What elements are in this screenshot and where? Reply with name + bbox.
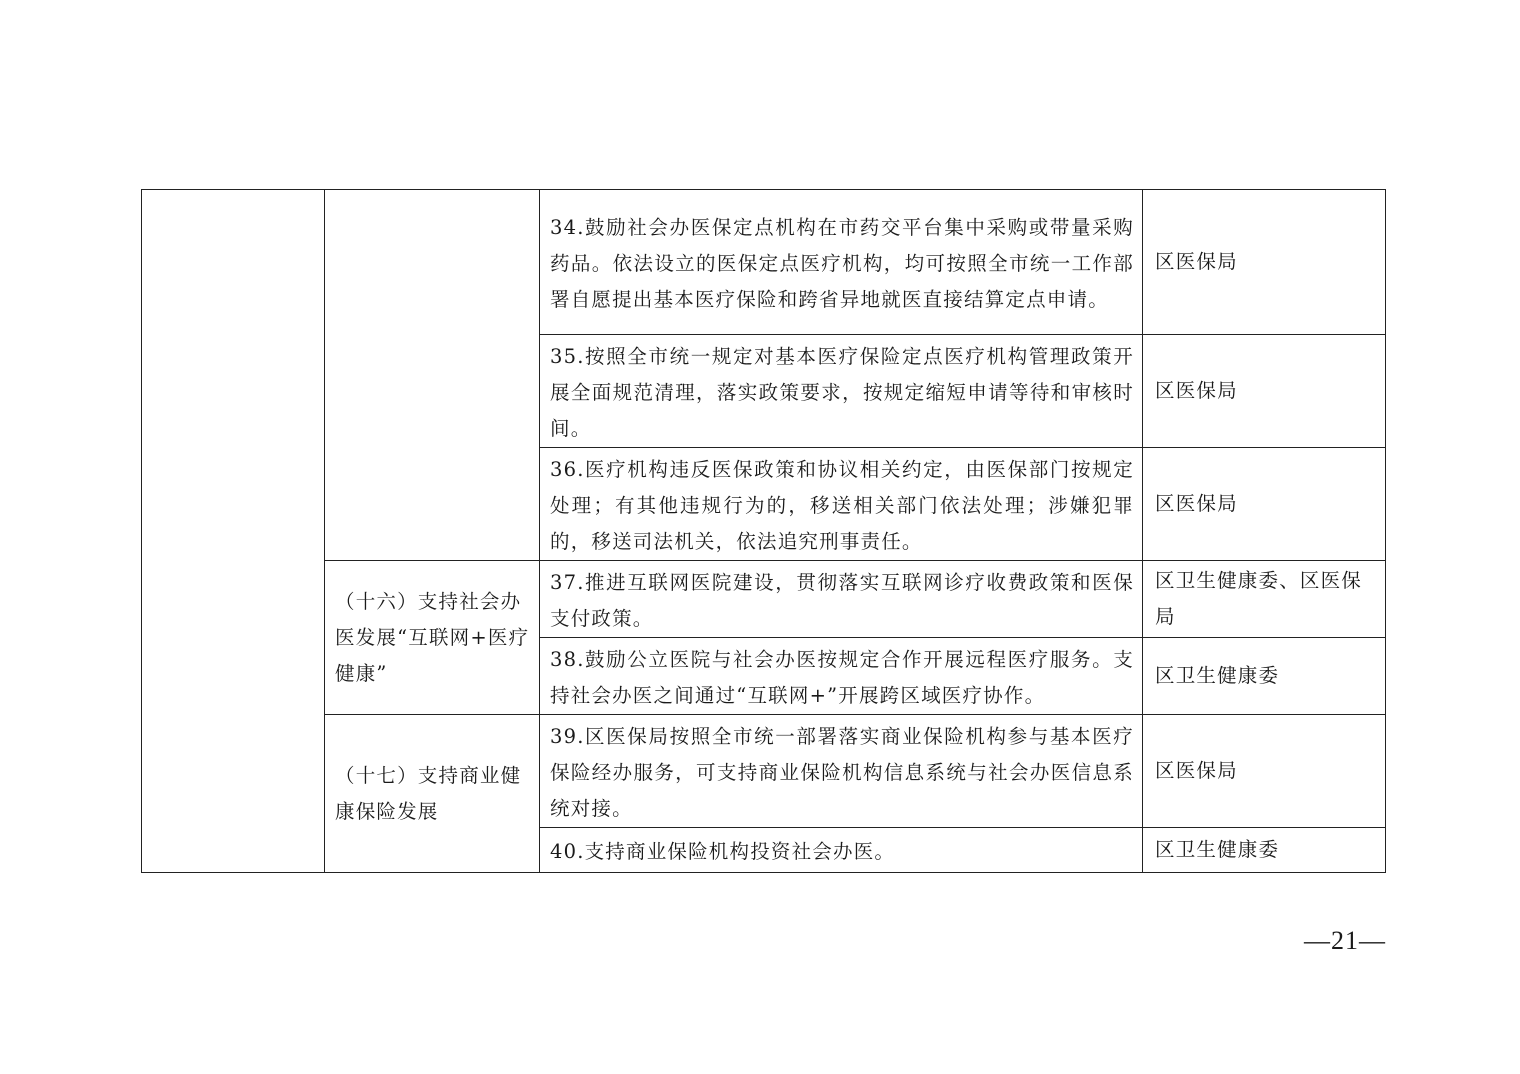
department-cell: 区卫生健康委: [1143, 638, 1386, 715]
department-cell: 区医保局: [1143, 715, 1386, 828]
department-cell: 区医保局: [1143, 335, 1386, 448]
page-number: —21—: [1304, 926, 1386, 955]
measure-cell: 35.按照全市统一规定对基本医疗保险定点医疗机构管理政策开展全面规范清理，落实政策要求，按规定缩短申请等待和审核时间。: [540, 335, 1143, 448]
table-row: [142, 190, 1386, 335]
area-cell: （十六）支持社会办医发展“互联网+医疗健康”: [325, 561, 540, 715]
area-cell: （十七）支持商业健康保险发展: [325, 715, 540, 873]
department-cell: 区医保局: [1143, 448, 1386, 561]
measure-cell: 40.支持商业保险机构投资社会办医。: [540, 828, 1143, 873]
measure-cell: 36.医疗机构违反医保政策和协议相关约定，由医保部门按规定处理；有其他违规行为的，移送相关部门依法处理；涉嫌犯罪的，移送司法机关，依法追究刑事责任。: [540, 448, 1143, 561]
measure-cell: 37.推进互联网医院建设，贯彻落实互联网诊疗收费政策和医保支付政策。: [540, 561, 1143, 638]
category-cell: [142, 190, 325, 873]
department-cell: 区卫生健康委: [1143, 828, 1386, 873]
measure-cell: 38.鼓励公立医院与社会办医按规定合作开展远程医疗服务。支持社会办医之间通过“互联网+”开展跨区域医疗协作。: [540, 638, 1143, 715]
measure-cell: 39.区医保局按照全市统一部署落实商业保险机构参与基本医疗保险经办服务，可支持商业保险机构信息系统与社会办医信息系统对接。: [540, 715, 1143, 828]
department-cell: 区卫生健康委、区医保局: [1143, 561, 1386, 638]
table-row: [142, 715, 1386, 828]
table-row: [142, 561, 1386, 638]
area-cell-empty: [325, 190, 540, 561]
department-cell: 区医保局: [1143, 190, 1386, 335]
policy-table: [141, 189, 1386, 873]
measure-cell: 34.鼓励社会办医保定点机构在市药交平台集中采购或带量采购药品。依法设立的医保定点医疗机构，均可按照全市统一工作部署自愿提出基本医疗保险和跨省异地就医直接结算定点申请。: [540, 190, 1143, 335]
